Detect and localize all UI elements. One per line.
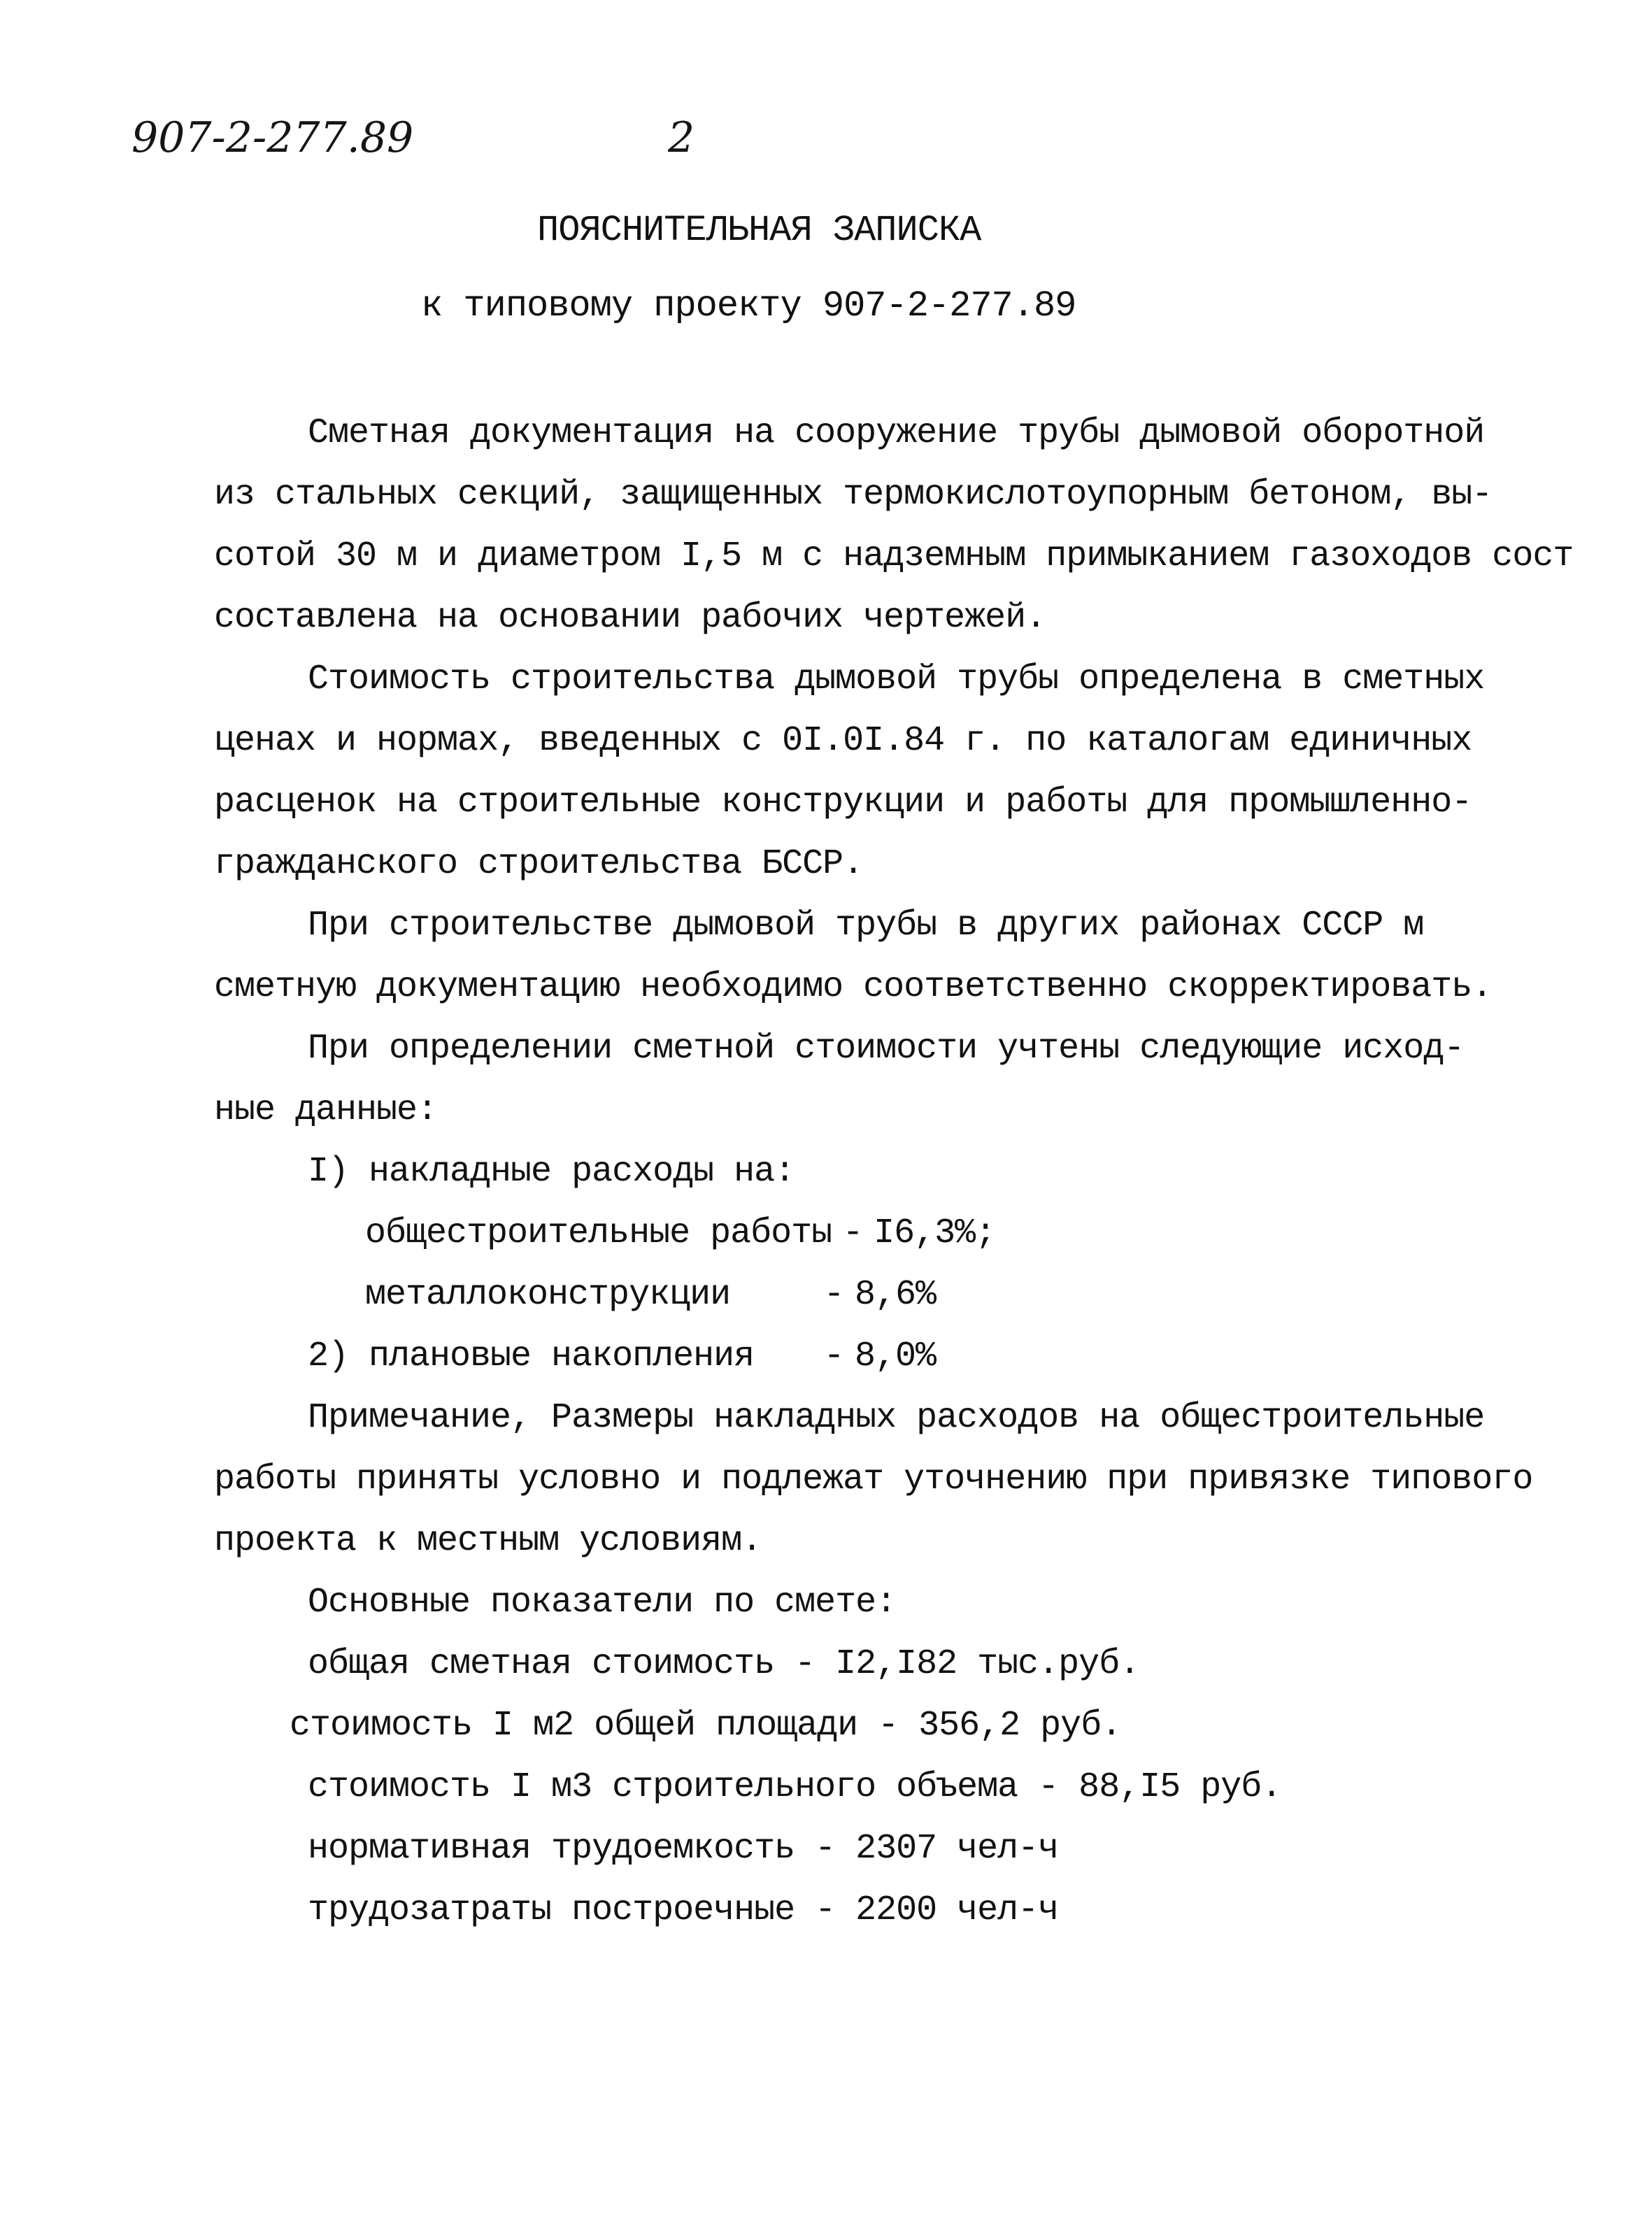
paragraph-1-line-1: Сметная документация на сооружение трубы дымовой оборотной (308, 413, 1485, 453)
paragraph-2-line-1: Стоимость строительства дымовой трубы определена в сметных (308, 660, 1485, 699)
item-general-construction-dash: - (842, 1213, 863, 1253)
handwritten-page-number: 2 (668, 113, 695, 162)
indicator-site-labor: трудозатраты построечные - 2200 чел-ч (308, 1890, 1059, 1930)
paragraph-1-line-4: составлена на основании рабочих чертежей. (214, 598, 1046, 638)
indicator-total-cost: общая сметная стоимость - I2,I82 тыс.руб. (308, 1644, 1140, 1684)
item-metal-structures-value: 8,6% (855, 1275, 937, 1315)
paragraph-2-line-4: гражданского строительства БССР. (214, 844, 864, 884)
note-line-2: работы приняты условно и подлежат уточнению при привязке типового (214, 1460, 1533, 1499)
paragraph-3-line-2: сметную документацию необходимо соответственно скорректировать. (214, 967, 1493, 1007)
paragraph-4-line-2: ные данные: (214, 1090, 438, 1130)
item-general-construction (365, 1213, 995, 1255)
paragraph-1-line-2: из стальных секций, защищенных термокислотоупорным бетоном, вы- (214, 475, 1493, 515)
note-line-1: Примечание, Размеры накладных расходов на общестроительные (308, 1398, 1485, 1438)
paragraph-4-line-1: При определении сметной стоимости учтены следующие исход- (308, 1029, 1465, 1069)
indicator-cost-per-m2: стоимость I м2 общей площади - 356,2 руб. (290, 1706, 1122, 1746)
item-planned-savings-value: 8,0% (855, 1337, 937, 1376)
item-general-construction-name: общестроительные работы (365, 1213, 832, 1253)
indicators-heading: Основные показатели по смете: (308, 1583, 897, 1623)
item-planned-savings (308, 1336, 1007, 1378)
item-metal-structures-dash: - (823, 1275, 844, 1315)
note-line-3: проекта к местным условиям. (214, 1521, 762, 1561)
paragraph-1-line-3: сотой 30 м и диаметром I,5 м с надземным примыканием газоходов сост (214, 536, 1574, 576)
document-subtitle: к типовому проекту 907-2-277.89 (421, 285, 1076, 327)
item-metal-structures (365, 1274, 995, 1316)
item-overhead-label: I) накладные расходы на: (308, 1152, 795, 1192)
item-general-construction-value: I6,3%; (874, 1213, 996, 1253)
handwritten-doc-number: 907-2-277.89 (131, 113, 414, 162)
document-title: ПОЯСНИТЕЛЬНАЯ ЗАПИСКА (537, 210, 981, 251)
paragraph-3-line-1: При строительстве дымовой трубы в других районах СССР м (308, 906, 1424, 946)
indicator-normative-labor: нормативная трудоемкость - 2307 чел-ч (308, 1829, 1059, 1869)
item-metal-structures-name: металлоконструкции (365, 1275, 731, 1315)
indicator-cost-per-m3: стоимость I м3 строительного объема - 88,I5 руб. (308, 1767, 1282, 1807)
paragraph-2-line-3: расценок на строительные конструкции и работы для промышленно- (214, 783, 1472, 822)
paragraph-2-line-2: ценах и нормах, введенных с 0I.0I.84 г. по каталогам единичных (214, 721, 1472, 761)
item-planned-savings-dash: - (823, 1337, 844, 1376)
item-planned-savings-name: 2) плановые накопления (308, 1337, 755, 1376)
